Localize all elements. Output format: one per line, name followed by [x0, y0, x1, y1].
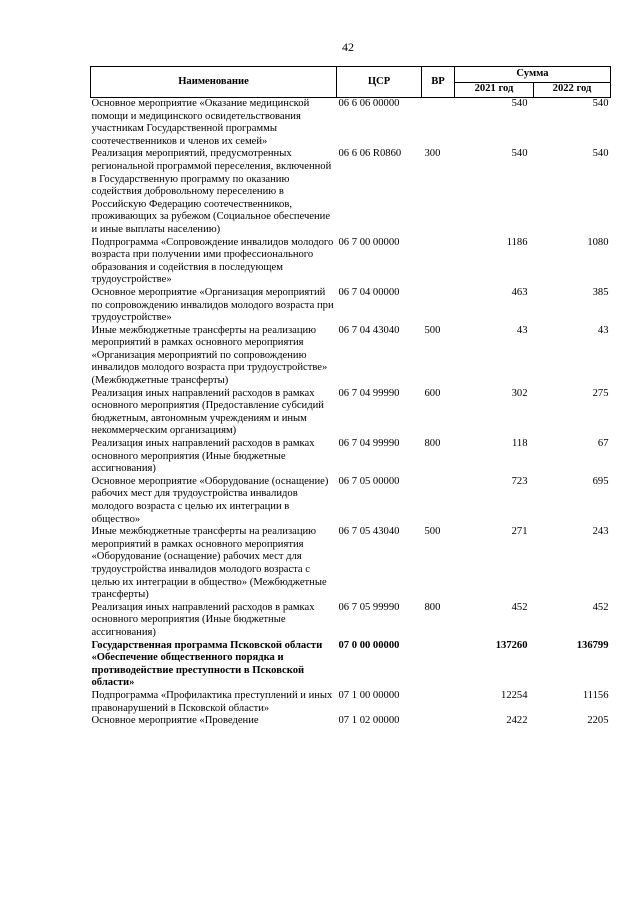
row-sum-2022: 452: [592, 601, 609, 613]
row-csr: 06 7 04 43040: [338, 324, 400, 336]
row-sum-2021: 540: [511, 98, 528, 109]
row-sum-2021: 137260: [495, 639, 528, 651]
row-sum-2022: 275: [592, 387, 609, 399]
header-csr: ЦСР: [337, 67, 422, 98]
row-vr: 800: [424, 601, 441, 613]
row-csr: 06 7 04 00000: [338, 286, 400, 298]
row-sum-2021: 2422: [506, 715, 528, 727]
header-vr: ВР: [422, 67, 455, 98]
row-sum-2022: 540: [592, 98, 609, 109]
row-sum-2022: 43: [597, 324, 609, 336]
row-csr: 06 7 05 43040: [338, 526, 400, 538]
row-sum-2022: 2205: [587, 715, 609, 727]
row-name: Основное мероприятие «Оборудование (оснащение) рабочих мест для трудоустройства инвалидов молодого возраста с целью их интеграции в общество»: [91, 475, 329, 525]
row-sum-2021: 43: [516, 324, 528, 336]
header-name: Наименование: [91, 67, 337, 98]
row-csr: 06 7 04 99990: [338, 387, 400, 399]
row-csr: 06 7 04 99990: [338, 438, 400, 450]
table-row: [91, 602, 611, 640]
row-sum-2021: 540: [511, 148, 528, 160]
row-vr: [422, 640, 455, 690]
row-sum-2021: 723: [511, 475, 528, 487]
row-name: Основное мероприятие «Организация мероприятий по сопровождению инвалидов молодого возраста при трудоустройстве»: [91, 286, 334, 324]
table-row: [91, 476, 611, 526]
row-csr: 06 6 06 R0860: [338, 148, 402, 160]
row-sum-2022: 385: [592, 286, 609, 298]
row-sum-2022: 540: [592, 148, 609, 160]
row-vr: 500: [424, 526, 441, 538]
row-sum-2021: 302: [511, 387, 528, 399]
row-sum-2021: 12254: [501, 689, 528, 701]
row-vr: 500: [424, 324, 441, 336]
row-sum-2021: 118: [512, 438, 528, 450]
row-name: Подпрограмма «Сопровождение инвалидов молодого возраста при получении ими профессионального образования и содействия в последующем трудоустройстве»: [91, 236, 334, 286]
header-year-2022: 2022 год: [534, 82, 611, 98]
row-name: Иные межбюджетные трансферты на реализацию мероприятий в рамках основного мероприятия «Организация мероприятий по сопровождению инвалидов молодого возраста при трудоустройстве» (Межбюджетные трансферты): [91, 324, 328, 387]
row-sum-2021: 271: [511, 526, 528, 538]
row-csr: 06 7 05 00000: [338, 475, 400, 487]
budget-table: [90, 66, 611, 728]
header-sum: Сумма: [455, 67, 611, 83]
row-vr: [422, 690, 455, 715]
row-name: Государственная программа Псковской области «Обеспечение общественного порядка и противодействие преступности в Псковской области»: [91, 639, 323, 689]
table-row: [91, 640, 611, 690]
row-csr: 07 1 02 00000: [338, 715, 400, 727]
row-vr: 300: [424, 148, 441, 160]
header-year-2021: 2021 год: [455, 82, 534, 98]
row-sum-2021: 463: [511, 286, 528, 298]
row-sum-2022: 67: [597, 438, 609, 450]
row-sum-2021: 1186: [506, 236, 528, 248]
row-name: Реализация иных направлений расходов в рамках основного мероприятия (Предоставление субсидий бюджетным, автономным учреждениям и иным некоммерческим организациям): [91, 387, 324, 437]
row-csr: 06 7 00 00000: [338, 236, 400, 248]
row-vr: 800: [424, 438, 441, 450]
row-sum-2022: 11156: [582, 689, 609, 701]
table-row: [91, 98, 611, 149]
page-number: 42: [342, 40, 354, 54]
table-row: [91, 438, 611, 476]
row-name: Реализация иных направлений расходов в рамках основного мероприятия (Иные бюджетные ассигнования): [91, 438, 315, 475]
row-sum-2022: 243: [592, 526, 609, 538]
row-csr: 07 1 00 00000: [338, 689, 400, 701]
row-sum-2022: 136799: [576, 639, 609, 651]
row-sum-2022: 695: [592, 475, 609, 487]
table-row: [91, 690, 611, 715]
table-body: [91, 98, 611, 728]
row-vr: 600: [424, 387, 441, 399]
row-vr: [422, 715, 455, 728]
row-vr: [422, 98, 455, 149]
row-csr: 07 0 00 00000: [338, 639, 400, 651]
row-sum-2022: 1080: [587, 236, 609, 248]
row-vr: [422, 237, 455, 287]
table-row: [91, 715, 611, 728]
row-sum-2021: 452: [511, 601, 528, 613]
table-row: [91, 388, 611, 438]
table-row: [91, 287, 611, 325]
row-name: Реализация мероприятий, предусмотренных региональной программой переселения, включенной в Государственную программу по оказанию содействия добровольному переселению в Российскую Федерацию соотечественников, проживающих за рубежом (Социальное обеспечение и иные выплаты населению): [91, 148, 332, 235]
table-row: [91, 148, 611, 236]
row-name: Иные межбюджетные трансферты на реализацию мероприятий в рамках основного мероприятия «Оборудование (оснащение) рабочих мест для трудоустройства инвалидов молодого возраста с целью их интеграции в общество» (Межбюджетные трансферты): [91, 526, 327, 601]
table-row: [91, 237, 611, 287]
table-header: [91, 67, 611, 98]
row-csr: 06 7 05 99990: [338, 601, 400, 613]
row-name: Реализация иных направлений расходов в рамках основного мероприятия (Иные бюджетные ассигнования): [91, 601, 315, 638]
table-row: [91, 325, 611, 388]
row-vr: [422, 476, 455, 526]
table-row: [91, 526, 611, 602]
row-vr: [422, 287, 455, 325]
row-name: Основное мероприятие «Оказание медицинской помощи и медицинского освидетельствования участникам Государственной программы соотечественников и членов их семей»: [91, 98, 310, 147]
row-csr: 06 6 06 00000: [338, 98, 400, 109]
row-name: Основное мероприятие «Проведение: [91, 715, 259, 727]
row-name: Подпрограмма «Профилактика преступлений и иных правонарушений в Псковской области»: [91, 689, 333, 714]
